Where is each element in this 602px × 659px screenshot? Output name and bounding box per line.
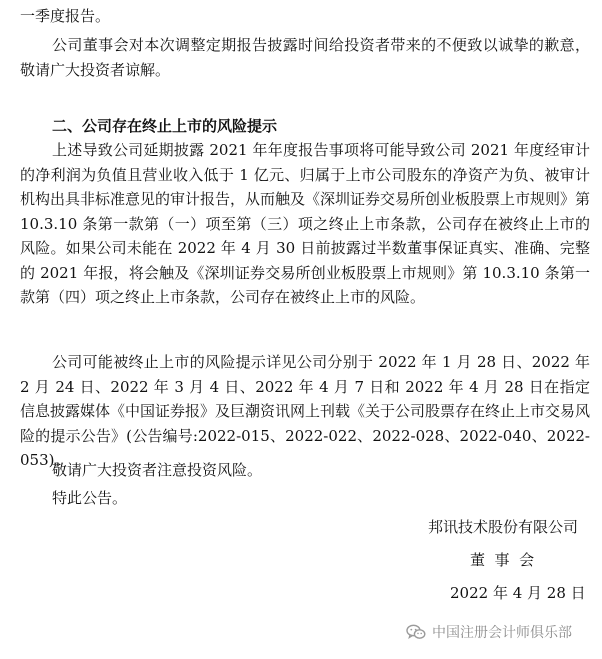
apology-paragraph: 公司董事会对本次调整定期报告披露时间给投资者带来的不便致以诚挚的歉意，敬请广大投资者谅解。: [20, 36, 590, 79]
signature-date: 2022 年 4 月 28 日: [450, 584, 586, 602]
fragment-line: 一季度报告。: [20, 7, 111, 25]
section-heading: 二、公司存在终止上市的风险提示: [52, 117, 278, 135]
signature-board: 董 事 会: [470, 551, 535, 569]
disclosure-paragraph: 公司可能被终止上市的风险提示详见公司分别于 2022 年 1 月 28 日、2022 年 2 月 24 日、2022 年 3 月 4 日、2022 年 4 月 7 日和 2022 年 4 月 28 日在指定信息披露媒体《中国证券报》及巨潮资讯网上刊载《关于公司股票存在终止上市交易风险的提示公告》(公告编号:2022-015、2022-022、2022-028、2022-040、2022-053)。: [20, 353, 591, 469]
watermark: [406, 622, 572, 642]
risk-paragraph: 上述导致公司延期披露 2021 年年度报告事项将可能导致公司 2021 年度经审计的净利润为负值且营业收入低于 1 亿元、归属于上市公司股东的净资产为负、被审计机构出具非标准意见的审计报告，从而触及《深圳证券交易所创业板股票上市规则》第 10.3.10 条第一款第（一）项至第（三）项之终止上市条款，公司存在被终止上市的风险。如果公司未能在 2022 年 4 月 30 日前披露过半数董事保证真实、准确、完整的 2021 年报，将会触及《深圳证券交易所创业板股票上市规则》第 10.3.10 条第一款第（四）项之终止上市条款，公司存在被终止上市的风险。: [20, 141, 591, 306]
watermark-text: 中国注册会计师俱乐部: [432, 625, 572, 641]
notice-line: 敬请广大投资者注意投资风险。: [52, 461, 263, 479]
wechat-icon: [406, 624, 426, 640]
signature-company: 邦讯技术股份有限公司: [428, 518, 579, 536]
closing-line: 特此公告。: [52, 489, 128, 507]
